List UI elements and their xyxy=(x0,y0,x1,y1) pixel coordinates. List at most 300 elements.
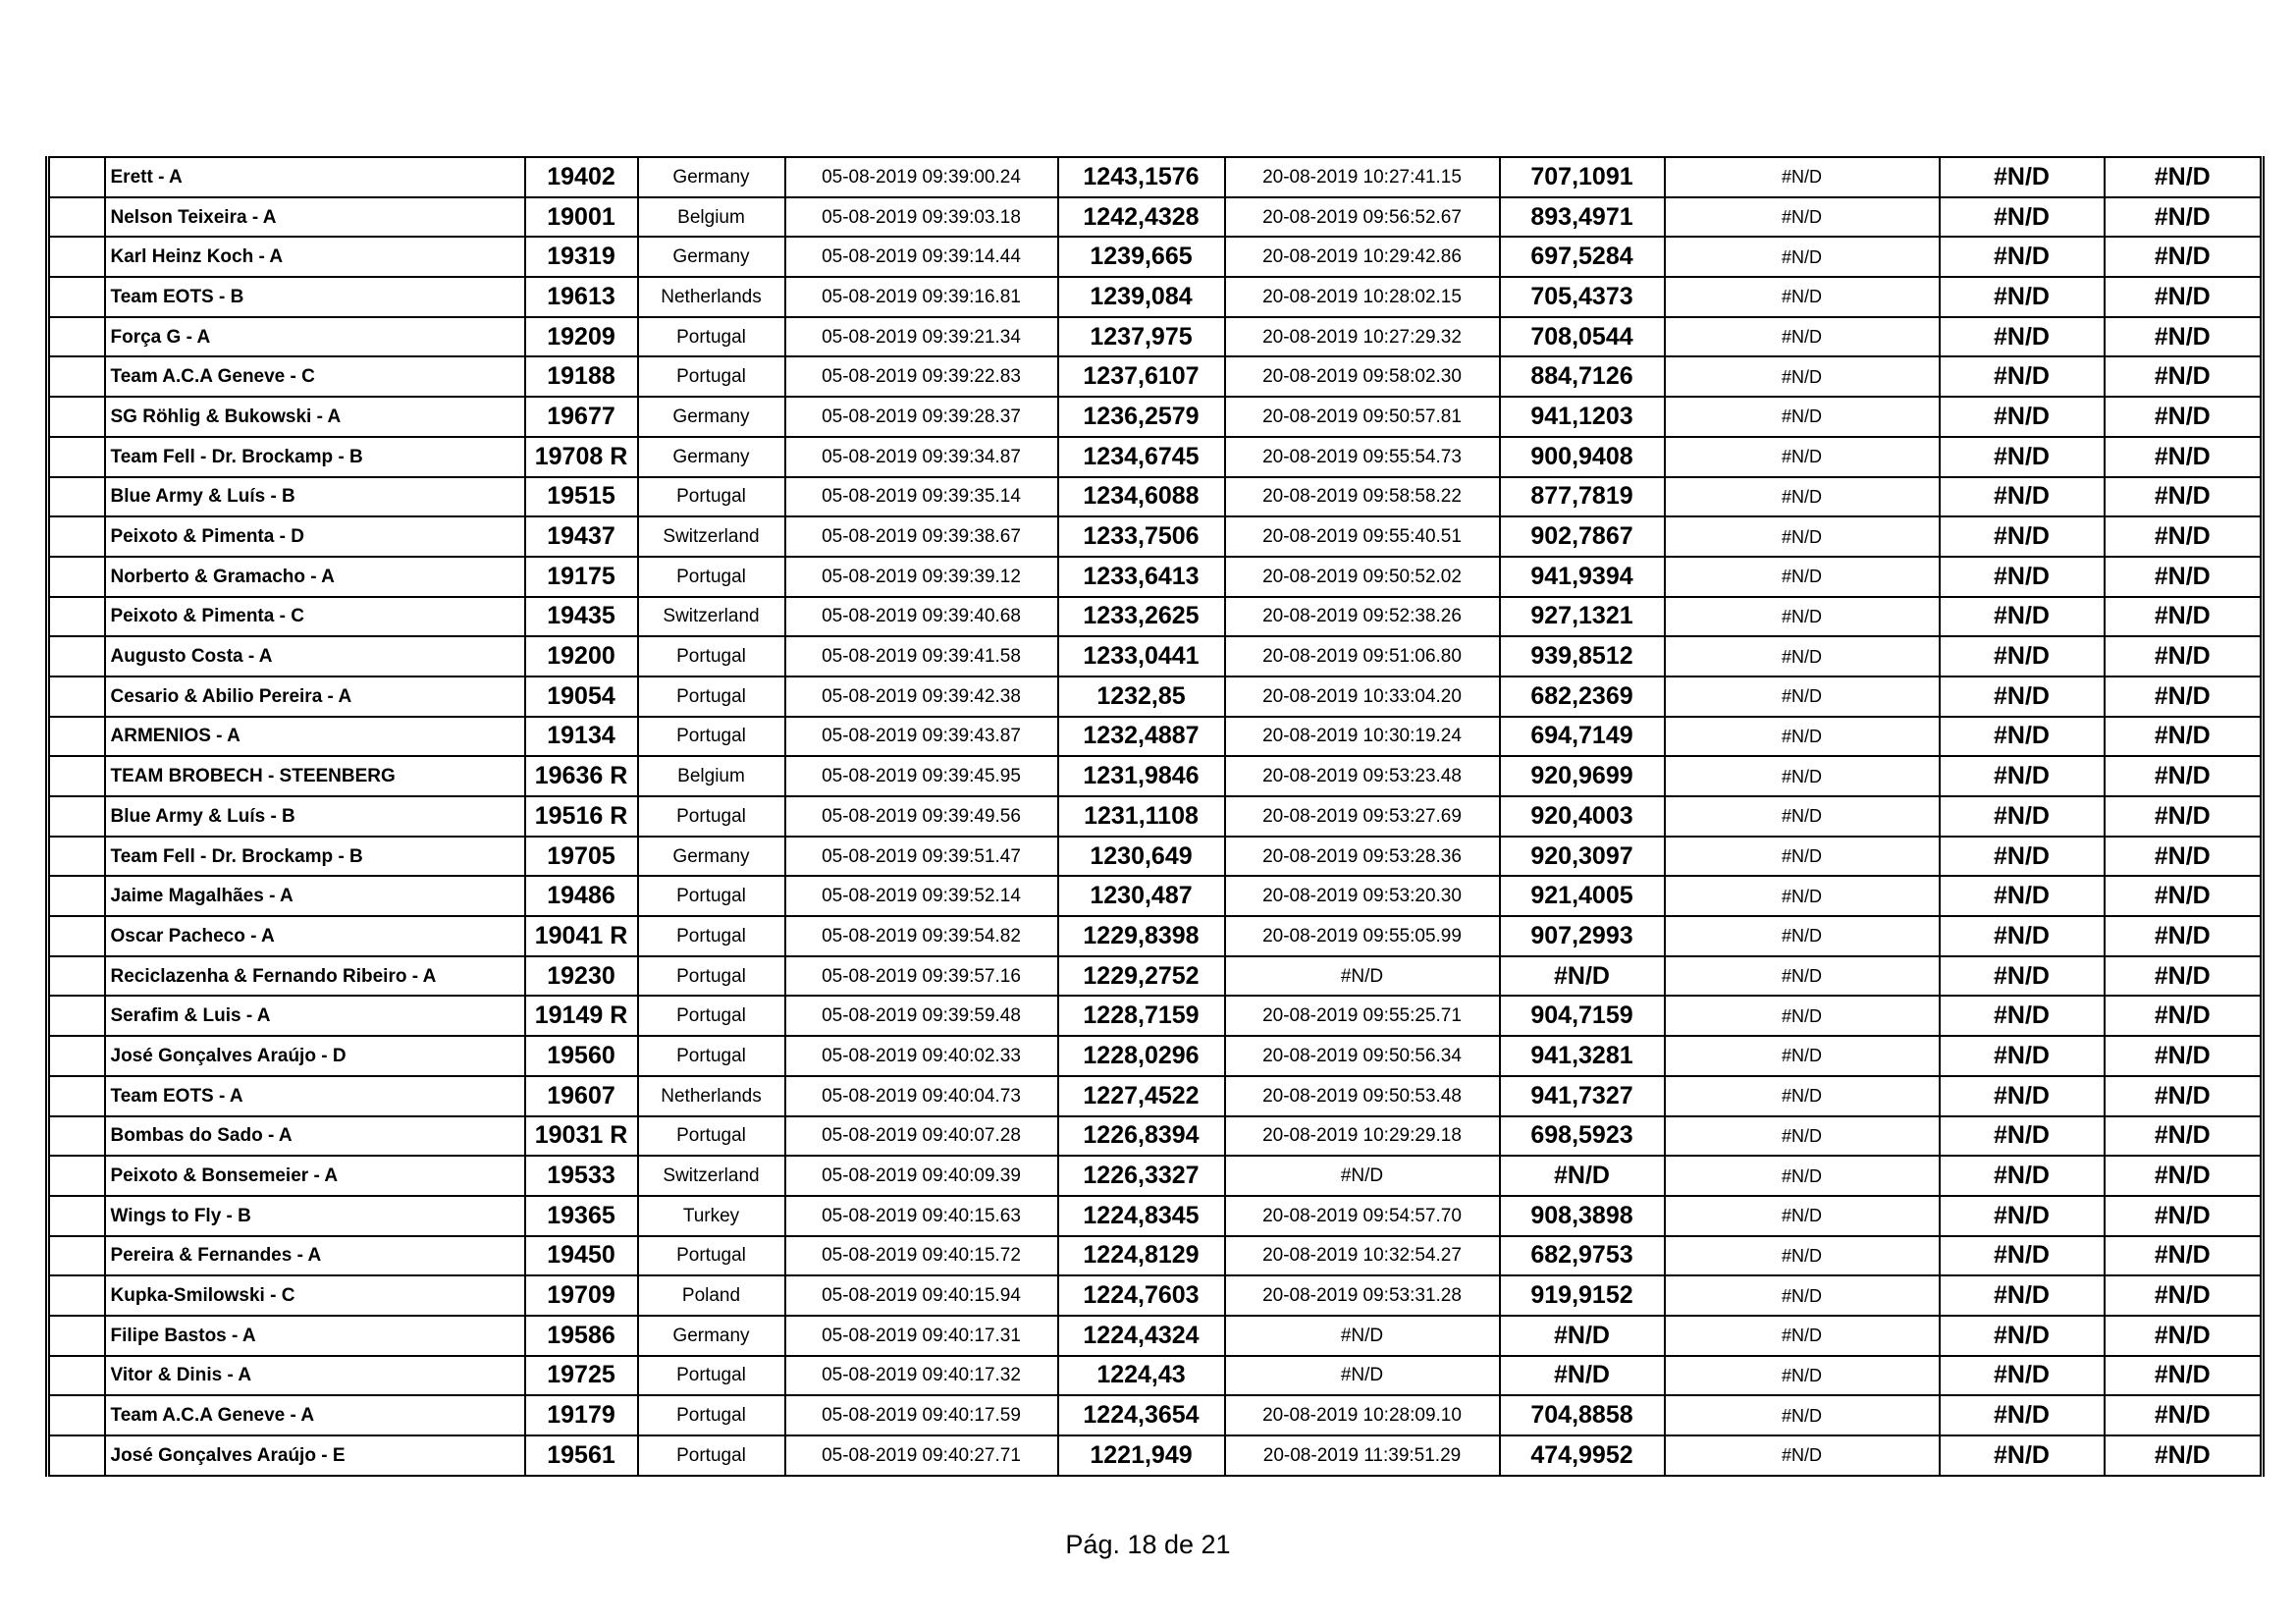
table-row xyxy=(48,597,2263,637)
arrival-time-cell: 20-08-2019 10:27:41.15 xyxy=(1225,157,1500,197)
speed-cell: 939,8512 xyxy=(1500,636,1665,677)
country-cell: Germany xyxy=(638,397,785,437)
participant-name-cell: Serafim & Luis - A xyxy=(105,996,525,1036)
table-row xyxy=(48,356,2263,397)
speed-cell: 893,4971 xyxy=(1500,197,1665,238)
country-cell: Portugal xyxy=(638,1395,785,1435)
release-time-cell: 05-08-2019 09:40:04.73 xyxy=(785,1076,1058,1116)
speed-cell: #N/D xyxy=(1500,1356,1665,1396)
table-row xyxy=(48,317,2263,357)
ring-number-cell: 19209 xyxy=(525,317,638,357)
ring-number-cell: 19134 xyxy=(525,717,638,757)
speed-cell: 697,5284 xyxy=(1500,237,1665,277)
distance-cell: 1224,4324 xyxy=(1058,1316,1225,1356)
country-cell: Germany xyxy=(638,837,785,877)
speed-cell: 941,7327 xyxy=(1500,1076,1665,1116)
distance-cell: 1228,7159 xyxy=(1058,996,1225,1036)
result-a-cell: #N/D xyxy=(1665,1395,1940,1435)
release-time-cell: 05-08-2019 09:39:39.12 xyxy=(785,557,1058,597)
distance-cell: 1233,2625 xyxy=(1058,597,1225,637)
result-b-cell: #N/D xyxy=(1940,157,2105,197)
release-time-cell: 05-08-2019 09:40:15.94 xyxy=(785,1275,1058,1316)
participant-name-cell: Nelson Teixeira - A xyxy=(105,197,525,238)
speed-cell: 941,3281 xyxy=(1500,1036,1665,1076)
table-row xyxy=(48,1356,2263,1396)
result-b-cell: #N/D xyxy=(1940,477,2105,517)
result-b-cell: #N/D xyxy=(1940,756,2105,796)
table-row xyxy=(48,237,2263,277)
participant-name-cell: Augusto Costa - A xyxy=(105,636,525,677)
speed-cell: 919,9152 xyxy=(1500,1275,1665,1316)
row-index-cell xyxy=(48,1316,105,1356)
ring-number-cell: 19175 xyxy=(525,557,638,597)
result-c-cell: #N/D xyxy=(2105,237,2263,277)
arrival-time-cell: 20-08-2019 09:52:38.26 xyxy=(1225,597,1500,637)
row-index-cell xyxy=(48,796,105,837)
result-a-cell: #N/D xyxy=(1665,876,1940,916)
result-a-cell: #N/D xyxy=(1665,356,1940,397)
speed-cell: 908,3898 xyxy=(1500,1196,1665,1236)
arrival-time-cell: 20-08-2019 09:55:40.51 xyxy=(1225,516,1500,557)
distance-cell: 1233,7506 xyxy=(1058,516,1225,557)
country-cell: Portugal xyxy=(638,356,785,397)
result-c-cell: #N/D xyxy=(2105,1156,2263,1196)
result-c-cell: #N/D xyxy=(2105,996,2263,1036)
country-cell: Portugal xyxy=(638,1435,785,1476)
participant-name-cell: Team A.C.A Geneve - A xyxy=(105,1395,525,1435)
participant-name-cell: Oscar Pacheco - A xyxy=(105,916,525,956)
table-row xyxy=(48,1076,2263,1116)
ring-number-cell: 19041 R xyxy=(525,916,638,956)
distance-cell: 1242,4328 xyxy=(1058,197,1225,238)
ring-number-cell: 19054 xyxy=(525,677,638,717)
country-cell: Belgium xyxy=(638,197,785,238)
ring-number-cell: 19705 xyxy=(525,837,638,877)
table-row xyxy=(48,717,2263,757)
result-c-cell: #N/D xyxy=(2105,916,2263,956)
participant-name-cell: Peixoto & Pimenta - C xyxy=(105,597,525,637)
arrival-time-cell: 20-08-2019 10:29:42.86 xyxy=(1225,237,1500,277)
participant-name-cell: Team EOTS - A xyxy=(105,1076,525,1116)
result-c-cell: #N/D xyxy=(2105,1316,2263,1356)
result-a-cell: #N/D xyxy=(1665,1316,1940,1356)
release-time-cell: 05-08-2019 09:39:40.68 xyxy=(785,597,1058,637)
country-cell: Portugal xyxy=(638,1356,785,1396)
ring-number-cell: 19560 xyxy=(525,1036,638,1076)
result-b-cell: #N/D xyxy=(1940,916,2105,956)
table-row xyxy=(48,1196,2263,1236)
participant-name-cell: Cesario & Abilio Pereira - A xyxy=(105,677,525,717)
participant-name-cell: José Gonçalves Araújo - E xyxy=(105,1435,525,1476)
ring-number-cell: 19725 xyxy=(525,1356,638,1396)
arrival-time-cell: #N/D xyxy=(1225,1156,1500,1196)
result-a-cell: #N/D xyxy=(1665,1196,1940,1236)
ring-number-cell: 19188 xyxy=(525,356,638,397)
table-row xyxy=(48,1236,2263,1276)
release-time-cell: 05-08-2019 09:40:02.33 xyxy=(785,1036,1058,1076)
distance-cell: 1230,649 xyxy=(1058,837,1225,877)
release-time-cell: 05-08-2019 09:39:43.87 xyxy=(785,717,1058,757)
ring-number-cell: 19437 xyxy=(525,516,638,557)
ring-number-cell: 19149 R xyxy=(525,996,638,1036)
row-index-cell xyxy=(48,1116,105,1157)
result-c-cell: #N/D xyxy=(2105,1435,2263,1476)
row-index-cell xyxy=(48,557,105,597)
result-a-cell: #N/D xyxy=(1665,956,1940,997)
release-time-cell: 05-08-2019 09:39:49.56 xyxy=(785,796,1058,837)
arrival-time-cell: 20-08-2019 09:53:31.28 xyxy=(1225,1275,1500,1316)
result-b-cell: #N/D xyxy=(1940,1236,2105,1276)
table-row xyxy=(48,477,2263,517)
row-index-cell xyxy=(48,397,105,437)
result-a-cell: #N/D xyxy=(1665,197,1940,238)
result-a-cell: #N/D xyxy=(1665,996,1940,1036)
result-c-cell: #N/D xyxy=(2105,717,2263,757)
result-c-cell: #N/D xyxy=(2105,157,2263,197)
result-b-cell: #N/D xyxy=(1940,677,2105,717)
ring-number-cell: 19561 xyxy=(525,1435,638,1476)
result-a-cell: #N/D xyxy=(1665,837,1940,877)
participant-name-cell: Bombas do Sado - A xyxy=(105,1116,525,1157)
arrival-time-cell: 20-08-2019 09:50:53.48 xyxy=(1225,1076,1500,1116)
result-b-cell: #N/D xyxy=(1940,1156,2105,1196)
row-index-cell xyxy=(48,1036,105,1076)
country-cell: Portugal xyxy=(638,557,785,597)
distance-cell: 1228,0296 xyxy=(1058,1036,1225,1076)
ring-number-cell: 19365 xyxy=(525,1196,638,1236)
result-c-cell: #N/D xyxy=(2105,197,2263,238)
participant-name-cell: Erett - A xyxy=(105,157,525,197)
row-index-cell xyxy=(48,317,105,357)
country-cell: Turkey xyxy=(638,1196,785,1236)
country-cell: Portugal xyxy=(638,317,785,357)
result-c-cell: #N/D xyxy=(2105,796,2263,837)
result-b-cell: #N/D xyxy=(1940,717,2105,757)
speed-cell: 694,7149 xyxy=(1500,717,1665,757)
speed-cell: 705,4373 xyxy=(1500,277,1665,317)
result-c-cell: #N/D xyxy=(2105,1116,2263,1157)
result-b-cell: #N/D xyxy=(1940,597,2105,637)
result-c-cell: #N/D xyxy=(2105,1395,2263,1435)
result-c-cell: #N/D xyxy=(2105,1356,2263,1396)
row-index-cell xyxy=(48,477,105,517)
table-row xyxy=(48,756,2263,796)
result-a-cell: #N/D xyxy=(1665,237,1940,277)
speed-cell: #N/D xyxy=(1500,1316,1665,1356)
release-time-cell: 05-08-2019 09:39:14.44 xyxy=(785,237,1058,277)
speed-cell: 698,5923 xyxy=(1500,1116,1665,1157)
participant-name-cell: Blue Army & Luís - B xyxy=(105,477,525,517)
ring-number-cell: 19486 xyxy=(525,876,638,916)
arrival-time-cell: 20-08-2019 10:28:02.15 xyxy=(1225,277,1500,317)
result-b-cell: #N/D xyxy=(1940,516,2105,557)
row-index-cell xyxy=(48,677,105,717)
row-index-cell xyxy=(48,636,105,677)
distance-cell: 1227,4522 xyxy=(1058,1076,1225,1116)
row-index-cell xyxy=(48,876,105,916)
participant-name-cell: Força G - A xyxy=(105,317,525,357)
result-a-cell: #N/D xyxy=(1665,1236,1940,1276)
speed-cell: 904,7159 xyxy=(1500,996,1665,1036)
speed-cell: 902,7867 xyxy=(1500,516,1665,557)
participant-name-cell: Vitor & Dinis - A xyxy=(105,1356,525,1396)
result-b-cell: #N/D xyxy=(1940,317,2105,357)
release-time-cell: 05-08-2019 09:40:17.31 xyxy=(785,1316,1058,1356)
release-time-cell: 05-08-2019 09:40:07.28 xyxy=(785,1116,1058,1157)
result-b-cell: #N/D xyxy=(1940,1435,2105,1476)
result-c-cell: #N/D xyxy=(2105,437,2263,477)
arrival-time-cell: #N/D xyxy=(1225,1356,1500,1396)
release-time-cell: 05-08-2019 09:39:51.47 xyxy=(785,837,1058,877)
table-row xyxy=(48,1036,2263,1076)
arrival-time-cell: 20-08-2019 10:27:29.32 xyxy=(1225,317,1500,357)
row-index-cell xyxy=(48,437,105,477)
table-row xyxy=(48,437,2263,477)
result-a-cell: #N/D xyxy=(1665,557,1940,597)
result-c-cell: #N/D xyxy=(2105,557,2263,597)
ring-number-cell: 19708 R xyxy=(525,437,638,477)
country-cell: Portugal xyxy=(638,717,785,757)
release-time-cell: 05-08-2019 09:39:34.87 xyxy=(785,437,1058,477)
country-cell: Belgium xyxy=(638,756,785,796)
release-time-cell: 05-08-2019 09:40:15.63 xyxy=(785,1196,1058,1236)
arrival-time-cell: #N/D xyxy=(1225,956,1500,997)
result-b-cell: #N/D xyxy=(1940,356,2105,397)
ring-number-cell: 19613 xyxy=(525,277,638,317)
arrival-time-cell: 20-08-2019 09:50:56.34 xyxy=(1225,1036,1500,1076)
ring-number-cell: 19607 xyxy=(525,1076,638,1116)
participant-name-cell: Peixoto & Bonsemeier - A xyxy=(105,1156,525,1196)
arrival-time-cell: 20-08-2019 11:39:51.29 xyxy=(1225,1435,1500,1476)
result-a-cell: #N/D xyxy=(1665,477,1940,517)
country-cell: Portugal xyxy=(638,1236,785,1276)
country-cell: Germany xyxy=(638,237,785,277)
speed-cell: 682,9753 xyxy=(1500,1236,1665,1276)
result-c-cell: #N/D xyxy=(2105,516,2263,557)
table-row xyxy=(48,1275,2263,1316)
result-b-cell: #N/D xyxy=(1940,1356,2105,1396)
country-cell: Switzerland xyxy=(638,516,785,557)
result-b-cell: #N/D xyxy=(1940,956,2105,997)
ring-number-cell: 19001 xyxy=(525,197,638,238)
arrival-time-cell: 20-08-2019 09:58:02.30 xyxy=(1225,356,1500,397)
participant-name-cell: Jaime Magalhães - A xyxy=(105,876,525,916)
result-c-cell: #N/D xyxy=(2105,1196,2263,1236)
result-a-cell: #N/D xyxy=(1665,277,1940,317)
page-number: Pág. 18 de 21 xyxy=(1065,1530,1231,1559)
arrival-time-cell: 20-08-2019 09:50:52.02 xyxy=(1225,557,1500,597)
row-index-cell xyxy=(48,356,105,397)
participant-name-cell: Peixoto & Pimenta - D xyxy=(105,516,525,557)
participant-name-cell: Norberto & Gramacho - A xyxy=(105,557,525,597)
release-time-cell: 05-08-2019 09:39:45.95 xyxy=(785,756,1058,796)
participant-name-cell: Team Fell - Dr. Brockamp - B xyxy=(105,437,525,477)
speed-cell: 907,2993 xyxy=(1500,916,1665,956)
country-cell: Portugal xyxy=(638,636,785,677)
country-cell: Portugal xyxy=(638,477,785,517)
arrival-time-cell: 20-08-2019 09:56:52.67 xyxy=(1225,197,1500,238)
result-b-cell: #N/D xyxy=(1940,1116,2105,1157)
release-time-cell: 05-08-2019 09:39:21.34 xyxy=(785,317,1058,357)
result-b-cell: #N/D xyxy=(1940,1036,2105,1076)
result-a-cell: #N/D xyxy=(1665,1116,1940,1157)
country-cell: Portugal xyxy=(638,876,785,916)
release-time-cell: 05-08-2019 09:39:52.14 xyxy=(785,876,1058,916)
table-row xyxy=(48,636,2263,677)
distance-cell: 1229,2752 xyxy=(1058,956,1225,997)
country-cell: Netherlands xyxy=(638,1076,785,1116)
row-index-cell xyxy=(48,1435,105,1476)
result-a-cell: #N/D xyxy=(1665,597,1940,637)
arrival-time-cell: 20-08-2019 09:53:27.69 xyxy=(1225,796,1500,837)
speed-cell: 920,3097 xyxy=(1500,837,1665,877)
result-c-cell: #N/D xyxy=(2105,1036,2263,1076)
result-a-cell: #N/D xyxy=(1665,317,1940,357)
result-c-cell: #N/D xyxy=(2105,317,2263,357)
table-row xyxy=(48,796,2263,837)
distance-cell: 1224,7603 xyxy=(1058,1275,1225,1316)
distance-cell: 1224,8345 xyxy=(1058,1196,1225,1236)
result-b-cell: #N/D xyxy=(1940,237,2105,277)
release-time-cell: 05-08-2019 09:39:22.83 xyxy=(785,356,1058,397)
result-a-cell: #N/D xyxy=(1665,437,1940,477)
country-cell: Portugal xyxy=(638,677,785,717)
country-cell: Portugal xyxy=(638,1036,785,1076)
ring-number-cell: 19709 xyxy=(525,1275,638,1316)
result-c-cell: #N/D xyxy=(2105,636,2263,677)
table-row xyxy=(48,876,2263,916)
participant-name-cell: Team A.C.A Geneve - C xyxy=(105,356,525,397)
country-cell: Portugal xyxy=(638,996,785,1036)
participant-name-cell: Kupka-Smilowski - C xyxy=(105,1275,525,1316)
distance-cell: 1243,1576 xyxy=(1058,157,1225,197)
distance-cell: 1233,0441 xyxy=(1058,636,1225,677)
distance-cell: 1226,3327 xyxy=(1058,1156,1225,1196)
table-row xyxy=(48,1395,2263,1435)
arrival-time-cell: 20-08-2019 10:33:04.20 xyxy=(1225,677,1500,717)
result-b-cell: #N/D xyxy=(1940,1316,2105,1356)
result-b-cell: #N/D xyxy=(1940,277,2105,317)
country-cell: Portugal xyxy=(638,796,785,837)
country-cell: Portugal xyxy=(638,1116,785,1157)
row-index-cell xyxy=(48,1156,105,1196)
result-b-cell: #N/D xyxy=(1940,437,2105,477)
release-time-cell: 05-08-2019 09:40:17.59 xyxy=(785,1395,1058,1435)
distance-cell: 1234,6745 xyxy=(1058,437,1225,477)
result-b-cell: #N/D xyxy=(1940,1196,2105,1236)
result-c-cell: #N/D xyxy=(2105,397,2263,437)
release-time-cell: 05-08-2019 09:39:59.48 xyxy=(785,996,1058,1036)
arrival-time-cell: 20-08-2019 10:29:29.18 xyxy=(1225,1116,1500,1157)
result-a-cell: #N/D xyxy=(1665,1275,1940,1316)
country-cell: Switzerland xyxy=(638,1156,785,1196)
row-index-cell xyxy=(48,1076,105,1116)
result-b-cell: #N/D xyxy=(1940,197,2105,238)
speed-cell: 877,7819 xyxy=(1500,477,1665,517)
speed-cell: 884,7126 xyxy=(1500,356,1665,397)
distance-cell: 1232,4887 xyxy=(1058,717,1225,757)
result-a-cell: #N/D xyxy=(1665,636,1940,677)
release-time-cell: 05-08-2019 09:39:16.81 xyxy=(785,277,1058,317)
participant-name-cell: Team Fell - Dr. Brockamp - B xyxy=(105,837,525,877)
result-c-cell: #N/D xyxy=(2105,956,2263,997)
release-time-cell: 05-08-2019 09:39:54.82 xyxy=(785,916,1058,956)
table-row xyxy=(48,1156,2263,1196)
arrival-time-cell: 20-08-2019 09:58:58.22 xyxy=(1225,477,1500,517)
distance-cell: 1233,6413 xyxy=(1058,557,1225,597)
result-a-cell: #N/D xyxy=(1665,516,1940,557)
distance-cell: 1232,85 xyxy=(1058,677,1225,717)
participant-name-cell: Blue Army & Luís - B xyxy=(105,796,525,837)
result-c-cell: #N/D xyxy=(2105,277,2263,317)
distance-cell: 1239,665 xyxy=(1058,237,1225,277)
table-row xyxy=(48,837,2263,877)
participant-name-cell: José Gonçalves Araújo - D xyxy=(105,1036,525,1076)
result-c-cell: #N/D xyxy=(2105,356,2263,397)
arrival-time-cell: 20-08-2019 09:53:20.30 xyxy=(1225,876,1500,916)
ring-number-cell: 19402 xyxy=(525,157,638,197)
speed-cell: 708,0544 xyxy=(1500,317,1665,357)
country-cell: Switzerland xyxy=(638,597,785,637)
distance-cell: 1229,8398 xyxy=(1058,916,1225,956)
result-b-cell: #N/D xyxy=(1940,996,2105,1036)
result-a-cell: #N/D xyxy=(1665,796,1940,837)
speed-cell: 474,9952 xyxy=(1500,1435,1665,1476)
release-time-cell: 05-08-2019 09:39:03.18 xyxy=(785,197,1058,238)
table-row xyxy=(48,1116,2263,1157)
release-time-cell: 05-08-2019 09:40:17.32 xyxy=(785,1356,1058,1396)
speed-cell: 920,4003 xyxy=(1500,796,1665,837)
release-time-cell: 05-08-2019 09:40:15.72 xyxy=(785,1236,1058,1276)
arrival-time-cell: #N/D xyxy=(1225,1316,1500,1356)
speed-cell: 704,8858 xyxy=(1500,1395,1665,1435)
result-c-cell: #N/D xyxy=(2105,477,2263,517)
country-cell: Germany xyxy=(638,437,785,477)
arrival-time-cell: 20-08-2019 09:53:28.36 xyxy=(1225,837,1500,877)
ring-number-cell: 19230 xyxy=(525,956,638,997)
distance-cell: 1231,1108 xyxy=(1058,796,1225,837)
speed-cell: 707,1091 xyxy=(1500,157,1665,197)
release-time-cell: 05-08-2019 09:40:27.71 xyxy=(785,1435,1058,1476)
distance-cell: 1230,487 xyxy=(1058,876,1225,916)
participant-name-cell: Karl Heinz Koch - A xyxy=(105,237,525,277)
result-c-cell: #N/D xyxy=(2105,1236,2263,1276)
ring-number-cell: 19435 xyxy=(525,597,638,637)
result-b-cell: #N/D xyxy=(1940,1275,2105,1316)
arrival-time-cell: 20-08-2019 09:55:25.71 xyxy=(1225,996,1500,1036)
table-row xyxy=(48,1316,2263,1356)
distance-cell: 1237,975 xyxy=(1058,317,1225,357)
row-index-cell xyxy=(48,756,105,796)
ring-number-cell: 19179 xyxy=(525,1395,638,1435)
ring-number-cell: 19450 xyxy=(525,1236,638,1276)
arrival-time-cell: 20-08-2019 09:51:06.80 xyxy=(1225,636,1500,677)
participant-name-cell: TEAM BROBECH - STEENBERG xyxy=(105,756,525,796)
arrival-time-cell: 20-08-2019 09:54:57.70 xyxy=(1225,1196,1500,1236)
arrival-time-cell: 20-08-2019 10:28:09.10 xyxy=(1225,1395,1500,1435)
participant-name-cell: Pereira & Fernandes - A xyxy=(105,1236,525,1276)
ring-number-cell: 19677 xyxy=(525,397,638,437)
release-time-cell: 05-08-2019 09:39:38.67 xyxy=(785,516,1058,557)
speed-cell: 682,2369 xyxy=(1500,677,1665,717)
distance-cell: 1239,084 xyxy=(1058,277,1225,317)
distance-cell: 1224,8129 xyxy=(1058,1236,1225,1276)
country-cell: Portugal xyxy=(638,956,785,997)
arrival-time-cell: 20-08-2019 09:55:54.73 xyxy=(1225,437,1500,477)
row-index-cell xyxy=(48,1236,105,1276)
row-index-cell xyxy=(48,956,105,997)
result-a-cell: #N/D xyxy=(1665,1435,1940,1476)
